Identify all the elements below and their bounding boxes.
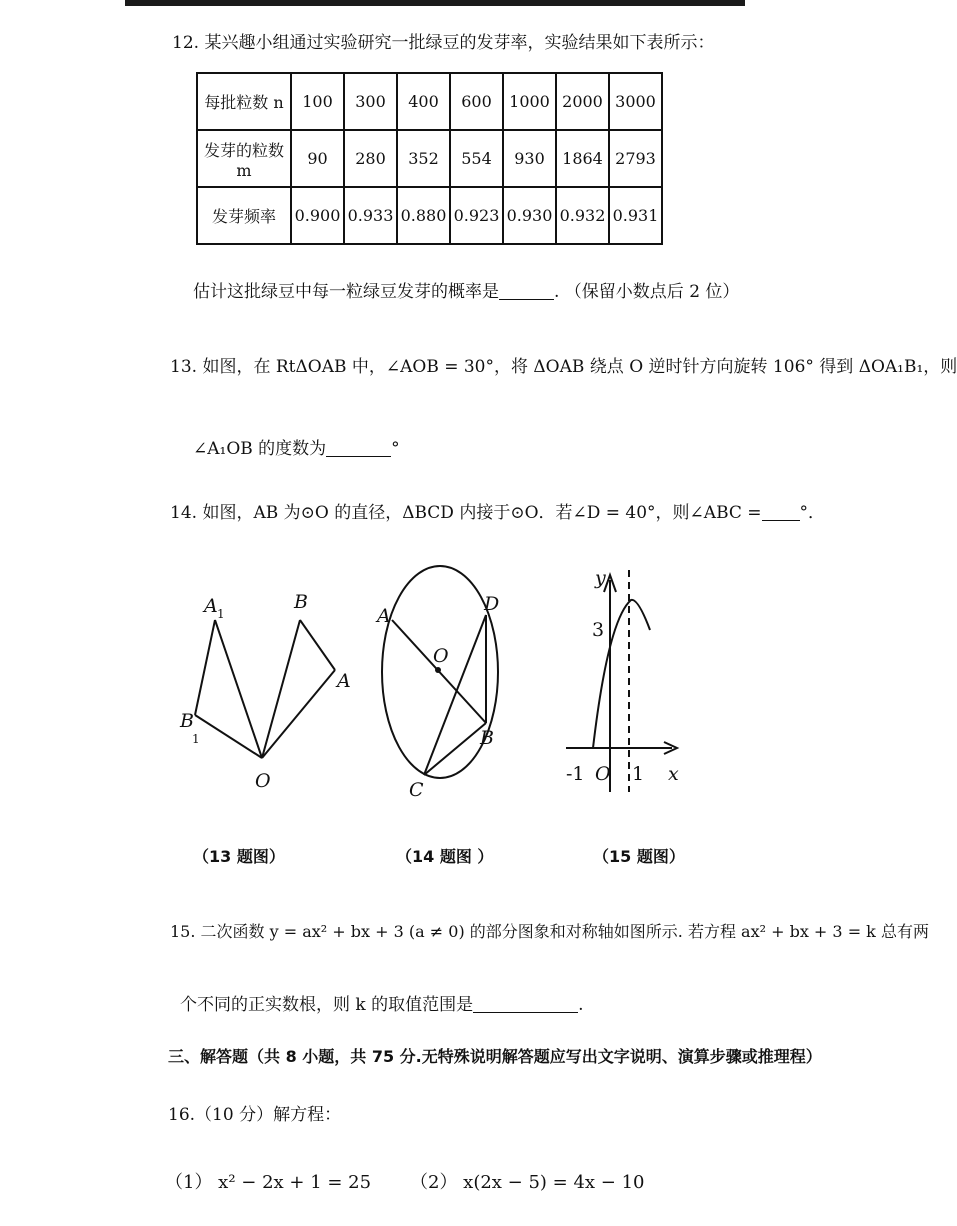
label-b: B [480, 727, 494, 749]
table-row [197, 130, 662, 187]
row-header: 发芽频率 [197, 187, 291, 244]
table-cell: 0.933 [344, 187, 397, 244]
table-cell: 0.923 [450, 187, 503, 244]
q15-line2-text: 个不同的正实数根，则 k 的取值范围是 [180, 995, 474, 1015]
label-minus-one: -1 [566, 763, 585, 785]
answer-blank [473, 994, 578, 1013]
chord-dc [424, 615, 486, 775]
row-header: 每批粒数 n [197, 73, 291, 130]
q16-part1: （1） x² − 2x + 1 = 25 [165, 1172, 372, 1193]
q15-period: . [578, 995, 584, 1015]
label-x: x [668, 763, 679, 785]
table-cell: 0.930 [503, 187, 556, 244]
figure-13 [170, 575, 370, 805]
table-cell: 0.900 [291, 187, 344, 244]
table-cell: 3000 [609, 73, 662, 130]
table-cell: 930 [503, 130, 556, 187]
q12-question-text: 估计这批绿豆中每一粒绿豆发芽的概率是 [193, 282, 499, 302]
answer-blank [326, 438, 391, 457]
table-cell: 400 [397, 73, 450, 130]
table-cell: 0.932 [556, 187, 609, 244]
q13-degree: ° [391, 439, 400, 459]
label-b: B [294, 591, 308, 613]
table-row [197, 187, 662, 244]
table-row [197, 73, 662, 130]
table-cell: 300 [344, 73, 397, 130]
label-three: 3 [592, 619, 605, 641]
figure-14 [372, 560, 522, 800]
table-cell: 0.880 [397, 187, 450, 244]
table-cell: 554 [450, 130, 503, 187]
label-a: A [377, 605, 391, 627]
segment-oa [262, 670, 335, 758]
label-origin: O [595, 763, 611, 785]
q16-title: 16.（10 分）解方程： [168, 1105, 342, 1125]
q13-line1: 13. 如图，在 RtΔOAB 中，∠AOB = 30°，将 ΔOAB 绕点 O 逆时针方向旋转 106° 得到 ΔOA₁B₁，则 [170, 357, 957, 377]
table-cell: 2793 [609, 130, 662, 187]
q16-part2: （2） x(2x − 5) = 4x − 10 [410, 1172, 645, 1193]
label-o: O [433, 645, 449, 667]
q14-question-text: 14. 如图，AB 为⊙O 的直径，ΔBCD 内接于⊙O．若∠D = 40°，则∠ABC = [170, 503, 762, 523]
q13-line2 [193, 438, 400, 460]
label-one: 1 [632, 763, 645, 785]
row-header: 发芽的粒数 m [197, 130, 291, 187]
q12-question [193, 281, 739, 303]
answer-blank [762, 502, 800, 521]
q14-text [170, 502, 825, 524]
table-cell: 280 [344, 130, 397, 187]
table-cell: 100 [291, 73, 344, 130]
q12-intro: 12. 某兴趣小组通过实验研究一批绿豆的发芽率，实验结果如下表所示： [172, 33, 715, 53]
segment-a1o [215, 620, 262, 758]
table-cell: 90 [291, 130, 344, 187]
scan-top-border [125, 0, 745, 6]
q12-question-suffix: . （保留小数点后 2 位） [554, 282, 740, 302]
table-cell: 2000 [556, 73, 609, 130]
segment-b1o [195, 715, 262, 758]
answer-blank [499, 281, 554, 300]
q15-line1: 15. 二次函数 y = ax² + bx + 3 (a ≠ 0) 的部分图象和对称轴如图所示. 若方程 ax² + bx + 3 = k 总有两 [170, 922, 929, 941]
q14-suffix: °． [799, 503, 826, 523]
germination-table [196, 72, 663, 245]
table-cell: 1000 [503, 73, 556, 130]
caption-fig13: （13 题图） [193, 847, 285, 866]
label-a1-subscript: 1 [217, 607, 225, 621]
label-d: D [484, 593, 500, 615]
table-cell: 1864 [556, 130, 609, 187]
label-y: y [595, 567, 606, 589]
segment-ob [262, 620, 300, 758]
q15-line2 [180, 994, 584, 1016]
q13-line2-text: ∠A₁OB 的度数为 [193, 439, 327, 459]
figure-15 [560, 560, 690, 800]
label-a: A [337, 670, 351, 692]
caption-fig15: （15 题图） [593, 847, 685, 866]
section-3-heading: 三、解答题（共 8 小题，共 75 分.无特殊说明解答题应写出文字说明、演算步骤或推理程） [168, 1047, 822, 1066]
segment-a1b1 [195, 620, 215, 715]
label-b1-subscript: 1 [192, 732, 200, 746]
table-cell: 600 [450, 73, 503, 130]
label-c: C [409, 779, 424, 801]
center-point [435, 667, 441, 673]
caption-fig14: （14 题图 ） [396, 847, 494, 866]
label-o: O [255, 770, 271, 792]
label-b1: B [180, 710, 194, 732]
table-cell: 352 [397, 130, 450, 187]
label-a1: A [204, 595, 218, 617]
table-cell: 0.931 [609, 187, 662, 244]
segment-ba [300, 620, 335, 670]
